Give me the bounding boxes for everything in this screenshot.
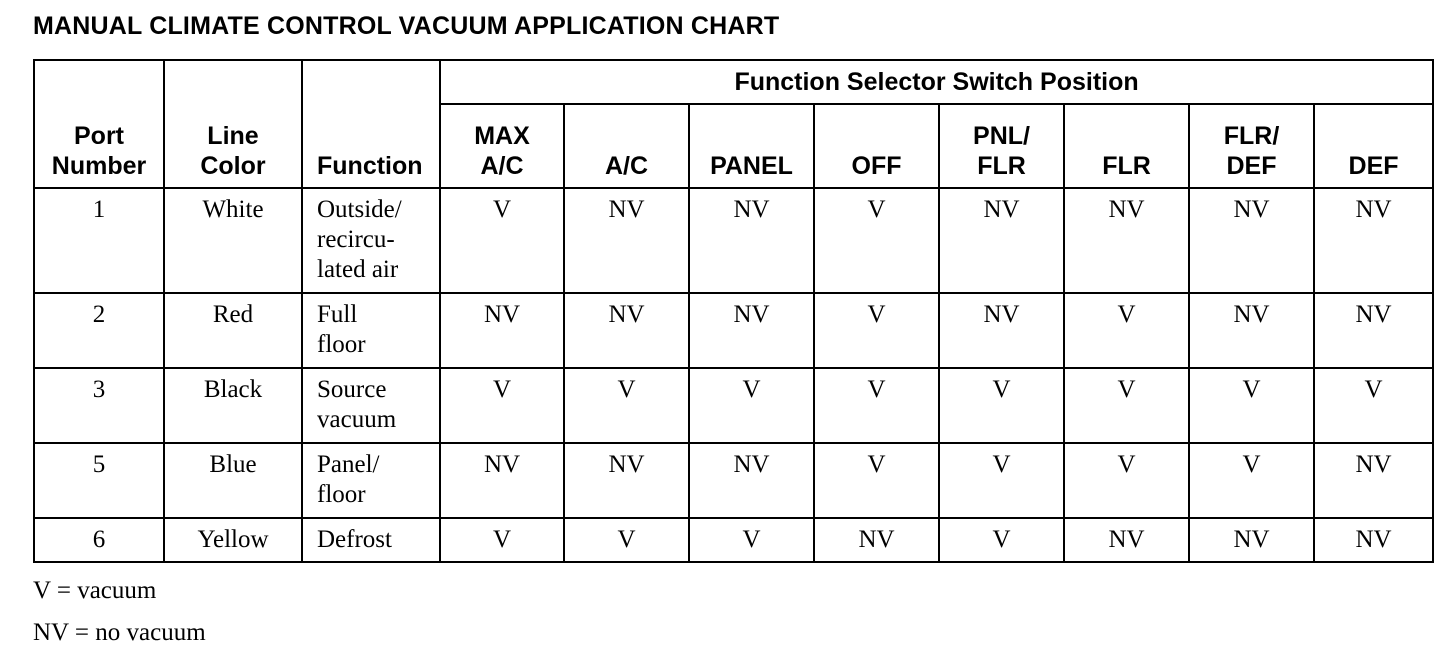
vacuum-value-cell: NV — [440, 293, 564, 368]
vacuum-value-cell: V — [939, 518, 1064, 562]
header-line-color — [164, 60, 302, 188]
vacuum-value-cell: NV — [1189, 518, 1314, 562]
header-position — [440, 104, 564, 188]
function-line: Defrost — [317, 526, 392, 553]
line-color-cell: Blue — [164, 443, 302, 518]
line-color-cell: Red — [164, 293, 302, 368]
vacuum-value-cell: V — [814, 188, 939, 293]
vacuum-value-cell: NV — [689, 443, 814, 518]
table-row — [34, 368, 1433, 443]
vacuum-value-cell: NV — [939, 188, 1064, 293]
header-row-group — [34, 60, 1433, 104]
vacuum-value-cell: NV — [1189, 188, 1314, 293]
vacuum-value-cell: V — [814, 368, 939, 443]
vacuum-value-cell: NV — [1314, 188, 1433, 293]
function-line: Full — [317, 301, 358, 328]
header-position-line — [815, 121, 938, 151]
vacuum-value-cell: NV — [564, 443, 689, 518]
vacuum-value-cell: V — [689, 518, 814, 562]
port-number-cell: 2 — [34, 293, 164, 368]
function-line: Panel/ — [317, 451, 380, 478]
vacuum-value-cell: NV — [1314, 518, 1433, 562]
table-row — [34, 188, 1433, 293]
function-cell — [302, 443, 440, 518]
table-row — [34, 293, 1433, 368]
vacuum-value-cell: V — [440, 188, 564, 293]
header-position — [1314, 104, 1433, 188]
function-cell — [302, 293, 440, 368]
header-port-number — [34, 60, 164, 188]
header-position-line: PNL/ — [973, 122, 1030, 150]
vacuum-value-cell: NV — [689, 293, 814, 368]
header-position-line: DEF — [1348, 152, 1399, 180]
page-title: MANUAL CLIMATE CONTROL VACUUM APPLICATION CHART — [33, 12, 780, 40]
vacuum-value-cell: V — [1064, 443, 1189, 518]
function-line: floor — [317, 481, 366, 508]
function-cell — [302, 518, 440, 562]
header-position — [1189, 104, 1314, 188]
line-color-cell: Black — [164, 368, 302, 443]
header-position — [814, 104, 939, 188]
vacuum-value-cell: NV — [814, 518, 939, 562]
line-color-cell: Yellow — [164, 518, 302, 562]
legend-vacuum: V = vacuum — [33, 577, 157, 604]
vacuum-value-cell: V — [440, 518, 564, 562]
header-position-line: PANEL — [710, 152, 793, 180]
port-number-cell: 6 — [34, 518, 164, 562]
vacuum-value-cell: NV — [564, 293, 689, 368]
vacuum-value-cell: V — [1189, 443, 1314, 518]
function-line: Source — [317, 376, 387, 403]
header-position — [1064, 104, 1189, 188]
header-port-line-2: Number — [51, 152, 147, 180]
vacuum-value-cell: NV — [689, 188, 814, 293]
function-cell — [302, 188, 440, 293]
function-line: recircu- — [317, 226, 395, 253]
port-number-cell: 1 — [34, 188, 164, 293]
function-line: vacuum — [317, 406, 397, 433]
table-row — [34, 518, 1433, 562]
header-color-line-1: Line — [207, 122, 259, 150]
port-number-cell: 5 — [34, 443, 164, 518]
table-body — [34, 188, 1433, 562]
header-switch-position-group: Function Selector Switch Position — [440, 60, 1433, 104]
header-position — [689, 104, 814, 188]
table-header — [34, 60, 1433, 188]
vacuum-value-cell: V — [564, 368, 689, 443]
vacuum-application-table — [33, 59, 1434, 563]
header-color-line-2: Color — [200, 152, 266, 180]
header-position-line — [1065, 121, 1188, 151]
header-position-line: A/C — [480, 152, 524, 180]
function-line: lated air — [317, 256, 399, 283]
vacuum-value-cell: V — [814, 293, 939, 368]
vacuum-value-cell: V — [814, 443, 939, 518]
function-line: floor — [317, 331, 366, 358]
vacuum-value-cell: V — [939, 368, 1064, 443]
vacuum-value-cell: NV — [1314, 443, 1433, 518]
vacuum-value-cell: NV — [564, 188, 689, 293]
function-cell — [302, 368, 440, 443]
port-number-cell: 3 — [34, 368, 164, 443]
header-position-line: A/C — [604, 152, 649, 180]
header-position-line: FLR/ — [1223, 122, 1280, 150]
header-position-line: FLR — [1102, 152, 1151, 180]
vacuum-value-cell: NV — [440, 443, 564, 518]
header-position-line — [1315, 121, 1432, 151]
header-position-line: DEF — [1226, 152, 1277, 180]
header-position — [939, 104, 1064, 188]
vacuum-value-cell: NV — [1189, 293, 1314, 368]
vacuum-value-cell: V — [1189, 368, 1314, 443]
vacuum-value-cell: V — [440, 368, 564, 443]
function-line: Outside/ — [317, 196, 402, 223]
vacuum-value-cell: NV — [1064, 518, 1189, 562]
header-position-line: FLR — [977, 152, 1026, 180]
table-row — [34, 443, 1433, 518]
line-color-cell: White — [164, 188, 302, 293]
header-position-line: MAX — [474, 122, 530, 150]
vacuum-value-cell: V — [1064, 293, 1189, 368]
vacuum-value-cell: NV — [1314, 293, 1433, 368]
vacuum-value-cell: NV — [1064, 188, 1189, 293]
vacuum-value-cell: V — [939, 443, 1064, 518]
header-function: Function — [302, 60, 440, 188]
legend-no-vacuum: NV = no vacuum — [33, 619, 206, 646]
header-position-line: OFF — [851, 152, 902, 180]
vacuum-value-cell: V — [1064, 368, 1189, 443]
vacuum-value-cell: V — [689, 368, 814, 443]
vacuum-value-cell: V — [564, 518, 689, 562]
header-position-line — [690, 121, 813, 151]
header-position — [564, 104, 689, 188]
header-position-line — [565, 121, 688, 151]
header-port-line-1: Port — [74, 122, 124, 150]
vacuum-value-cell: V — [1314, 368, 1433, 443]
vacuum-value-cell: NV — [939, 293, 1064, 368]
